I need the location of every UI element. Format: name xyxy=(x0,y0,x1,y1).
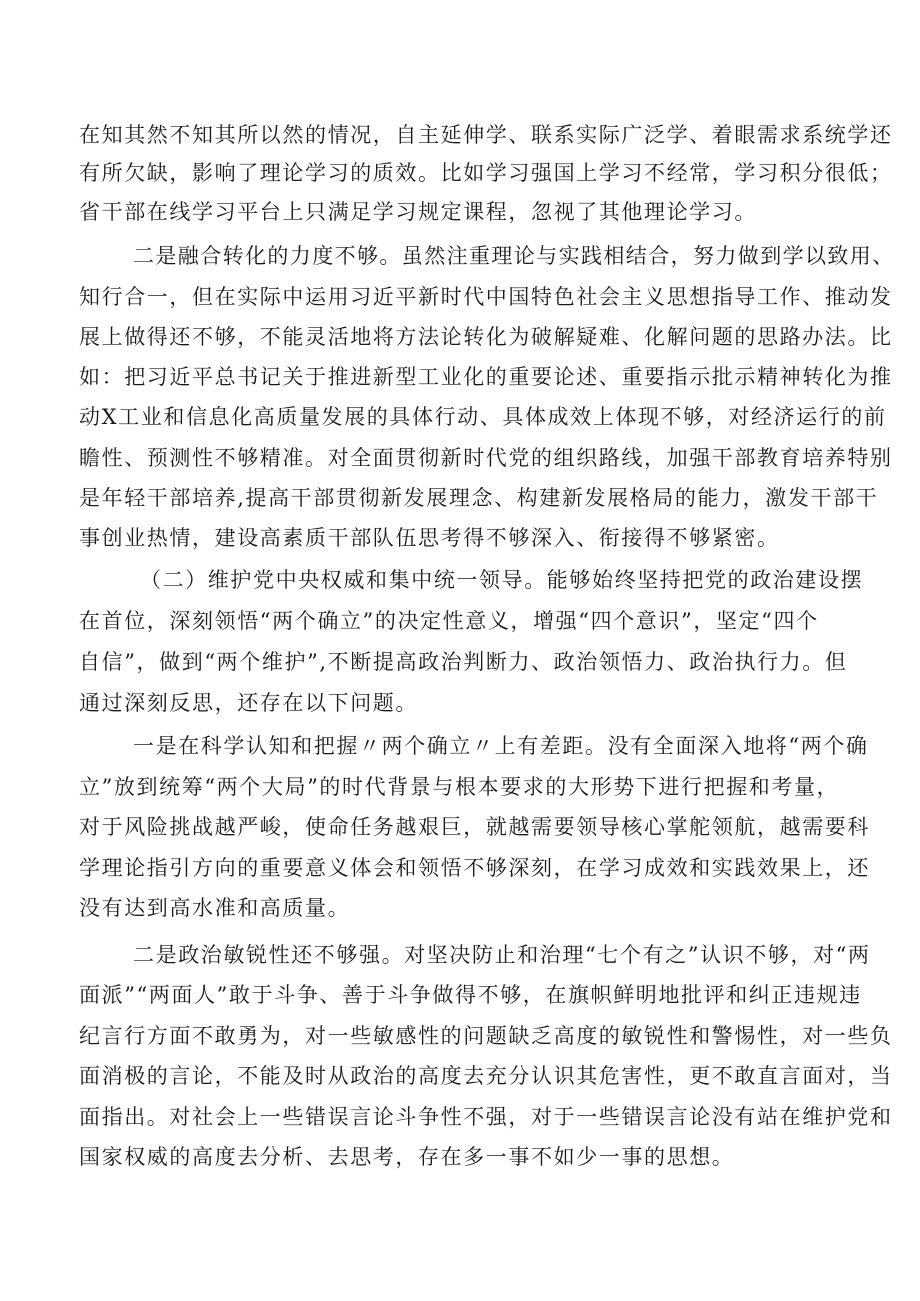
text-line-20: 没有达到高水准和高质量。 xyxy=(79,896,351,920)
text-line-24: 面消极的言论，不能及时从政治的高度去充分认识其危害性，更不敢直言面对，当 xyxy=(79,1064,893,1088)
text-line-22: 面派”“两面人”敢于斗争、善于斗争做得不够，在旗帜鲜明地批评和纠正违规违 xyxy=(79,983,862,1007)
text-line-7: 如：把习近平总书记关于推进新型工业化的重要论述、重要指示批示精神转化为推 xyxy=(79,365,893,389)
text-line-23: 纪言行方面不敢勇为，对一些敏感性的问题缺乏高度的敏锐性和警惕性，对一些负 xyxy=(79,1024,893,1048)
text-line-5: 知行合一，但在实际中运用习近平新时代中国特色社会主义思想指导工作、推动发 xyxy=(79,285,893,309)
text-line-3: 省干部在线学习平台上只满足学习规定课程，忽视了其他理论学习。 xyxy=(79,200,757,224)
text-line-13: 在首位，深刻领悟“两个确立”的决定性意义，增强“四个意识”，坚定“四个 xyxy=(79,609,819,633)
text-line-19: 学理论指引方向的重要意义体会和领悟不够深刻，在学习成效和实践效果上，还 xyxy=(79,856,870,880)
text-line-4: 二是融合转化的力度不够。虽然注重理论与实践相结合，努力做到学以致用、 xyxy=(133,244,895,268)
text-line-16: 一是在科学认知和把握〃两个确立〃上有差距。没有全面深入地将“两个确 xyxy=(133,734,869,758)
text-line-18: 对于风险挑战越严峻，使命任务越艰巨，就越需要领导核心掌舵领航，越需要科 xyxy=(79,815,870,839)
text-line-2: 有所欠缺，影响了理论学习的质效。比如学习强国上学习不经常，学习积分很低； xyxy=(79,161,893,185)
text-line-17: 立”放到统筹“两个大局”的时代背景与根本要求的大形势下进行把握和考量， xyxy=(79,775,840,799)
text-line-21: 二是政治敏锐性还不够强。对坚决防止和治理“七个有之”认识不够，对“两 xyxy=(133,943,871,967)
text-line-15: 通过深刻反思，还存在以下问题。 xyxy=(79,691,418,715)
text-line-26: 国家权威的高度去分析、去思考，存在多一事不如少一事的思想。 xyxy=(79,1145,735,1169)
text-line-14: 自信”，做到“两个维护”,不断提高政治判断力、政治领悟力、政治执行力。但 xyxy=(79,650,848,674)
text-line-10: 是年轻干部培养,提高干部贯彻新发展理念、构建新发展格局的能力，激发干部干 xyxy=(79,486,879,510)
text-line-6: 展上做得还不够，不能灵活地将方法论转化为破解疑难、化解问题的思路办法。比 xyxy=(79,325,893,349)
text-line-8: 动X工业和信息化高质量发展的具体行动、具体成效上体现不够，对经济运行的前 xyxy=(79,405,887,429)
text-line-12: （二）维护党中央权威和集中统一领导。能够始终坚持把党的政治建设摆 xyxy=(140,568,864,592)
text-line-11: 事创业热情，建设高素质干部队伍思考得不够深入、衔接得不够紧密。 xyxy=(79,526,780,550)
text-line-1: 在知其然不知其所以然的情况，自主延伸学、联系实际广泛学、着眼需求系统学还 xyxy=(79,123,893,147)
text-line-9: 瞻性、预测性不够精准。对全面贯彻新时代党的组织路线，加强干部教育培养特别 xyxy=(79,446,893,470)
text-line-25: 面指出。对社会上一些错误言论斗争性不强，对于一些错误言论没有站在维护党和 xyxy=(79,1105,893,1129)
